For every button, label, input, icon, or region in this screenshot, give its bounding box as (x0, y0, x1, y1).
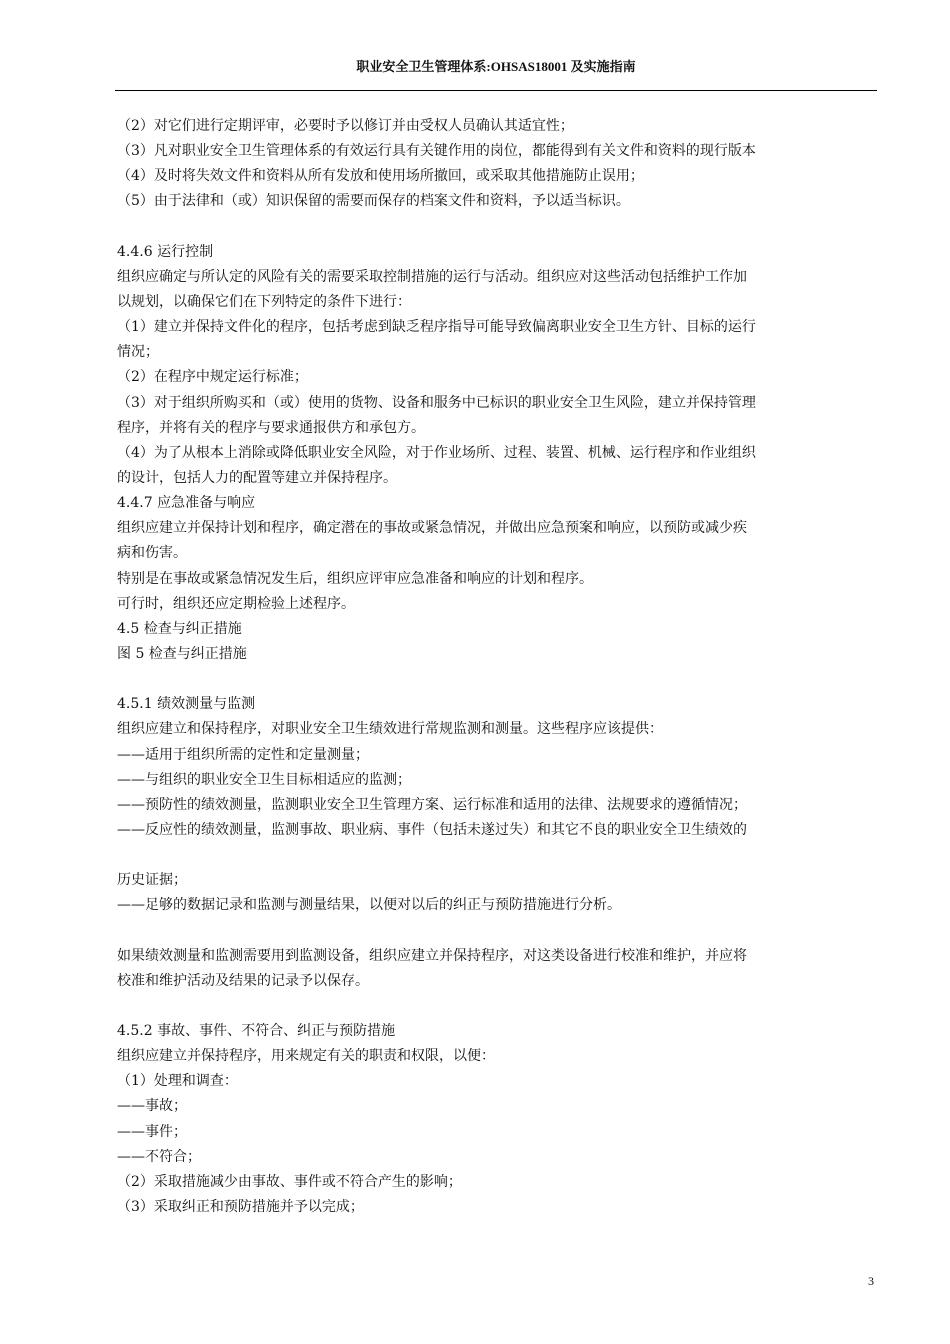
text-line: ——事件； (117, 1123, 187, 1140)
text-line: ——反应性的绩效测量，监测事故、职业病、事件（包括未遂过失）和其它不良的职业安全卫生绩效的 (117, 821, 747, 838)
text-line: 4.5.2 事故、事件、不符合、纠正与预防措施 (117, 1023, 396, 1040)
text-line: 组织应建立并保持计划和程序，确定潜在的事故或紧急情况，并做出应急预案和响应，以预防或减少疾 (117, 520, 747, 537)
text-line: （1）建立并保持文件化的程序，包括考虑到缺乏程序指导可能导致偏离职业安全卫生方针、目标的运行 (117, 319, 756, 336)
header-rule (115, 90, 877, 91)
text-line: 4.5.1 绩效测量与监测 (117, 696, 256, 713)
text-line: （1）处理和调查： (117, 1073, 238, 1090)
text-line: （2）对它们进行定期评审，必要时予以修订并由受权人员确认其适宜性； (117, 118, 574, 134)
text-line: 以规划，以确保它们在下列特定的条件下进行： (117, 293, 411, 310)
text-line: 4.5 检查与纠正措施 (117, 620, 242, 637)
text-line: 情况； (117, 344, 159, 361)
text-line: 历史证据； (117, 872, 187, 889)
text-line: 如果绩效测量和监测需要用到监测设备，组织应建立并保持程序，对这类设备进行校准和维护，并应将 (117, 947, 747, 964)
text-line: 组织应确定与所认定的风险有关的需要采取控制措施的运行与活动。组织应对这些活动包括维护工作加 (117, 268, 747, 285)
text-line: 图 5 检查与纠正措施 (117, 645, 247, 662)
text-line: （3）凡对职业安全卫生管理体系的有效运行具有关键作用的岗位，都能得到有关文件和资料的现行版本 (117, 143, 756, 160)
text-line: （5）由于法律和（或）知识保留的需要而保存的档案文件和资料，予以适当标识。 (117, 193, 630, 210)
text-line: （2）在程序中规定运行标准； (117, 369, 308, 386)
text-line: （3）对于组织所购买和（或）使用的货物、设备和服务中已标识的职业安全卫生风险，建立并保持管理 (117, 394, 756, 411)
blank-line (117, 843, 877, 868)
document-body (117, 114, 877, 1220)
text-line: ——与组织的职业安全卫生目标相适应的监测； (117, 771, 411, 788)
text-line: ——足够的数据记录和监测与测量结果，以便对以后的纠正与预防措施进行分析。 (117, 897, 621, 914)
text-line: ——预防性的绩效测量，监测职业安全卫生管理方案、运行标准和适用的法律、法规要求的遵循情况； (117, 796, 747, 813)
text-line: 特别是在事故或紧急情况发生后，组织应评审应急准备和响应的计划和程序。 (117, 570, 593, 587)
text-line: 程序，并将有关的程序与要求通报供方和承包方。 (117, 419, 425, 436)
blank-line (117, 919, 877, 944)
text-line: 可行时，组织还应定期检验上述程序。 (117, 595, 355, 612)
text-line: 4.4.6 运行控制 (117, 243, 214, 260)
page-number: 3 (868, 1274, 874, 1288)
text-line: 校准和维护活动及结果的记录予以保存。 (117, 972, 369, 989)
text-line: 4.4.7 应急准备与响应 (117, 495, 256, 512)
blank-line (117, 667, 877, 692)
text-line: 组织应建立和保持程序，对职业安全卫生绩效进行常规监测和测量。这些程序应该提供： (117, 721, 663, 738)
text-line: （4）及时将失效文件和资料从所有发放和使用场所撤回，或采取其他措施防止误用； (117, 168, 644, 185)
text-line: ——事故； (117, 1098, 187, 1115)
text-line: 的设计，包括人力的配置等建立并保持程序。 (117, 469, 397, 486)
text-line: （2）采取措施减少由事故、事件或不符合产生的影响； (117, 1173, 462, 1190)
text-line: 病和伤害。 (117, 545, 187, 562)
text-line: （3）采取纠正和预防措施并予以完成； (117, 1199, 364, 1216)
text-line: 组织应建立并保持程序，用来规定有关的职责和权限，以便： (117, 1048, 495, 1065)
blank-line (117, 215, 877, 240)
text-line: ——不符合； (117, 1148, 201, 1165)
page-header: 职业安全卫生管理体系:OHSAS18001 及实施指南 (356, 59, 636, 74)
text-line: ——适用于组织所需的定性和定量测量； (117, 746, 369, 763)
blank-line (117, 994, 877, 1019)
text-line: （4）为了从根本上消除或降低职业安全风险，对于作业场所、过程、装置、机械、运行程序和作业组织 (117, 444, 756, 461)
